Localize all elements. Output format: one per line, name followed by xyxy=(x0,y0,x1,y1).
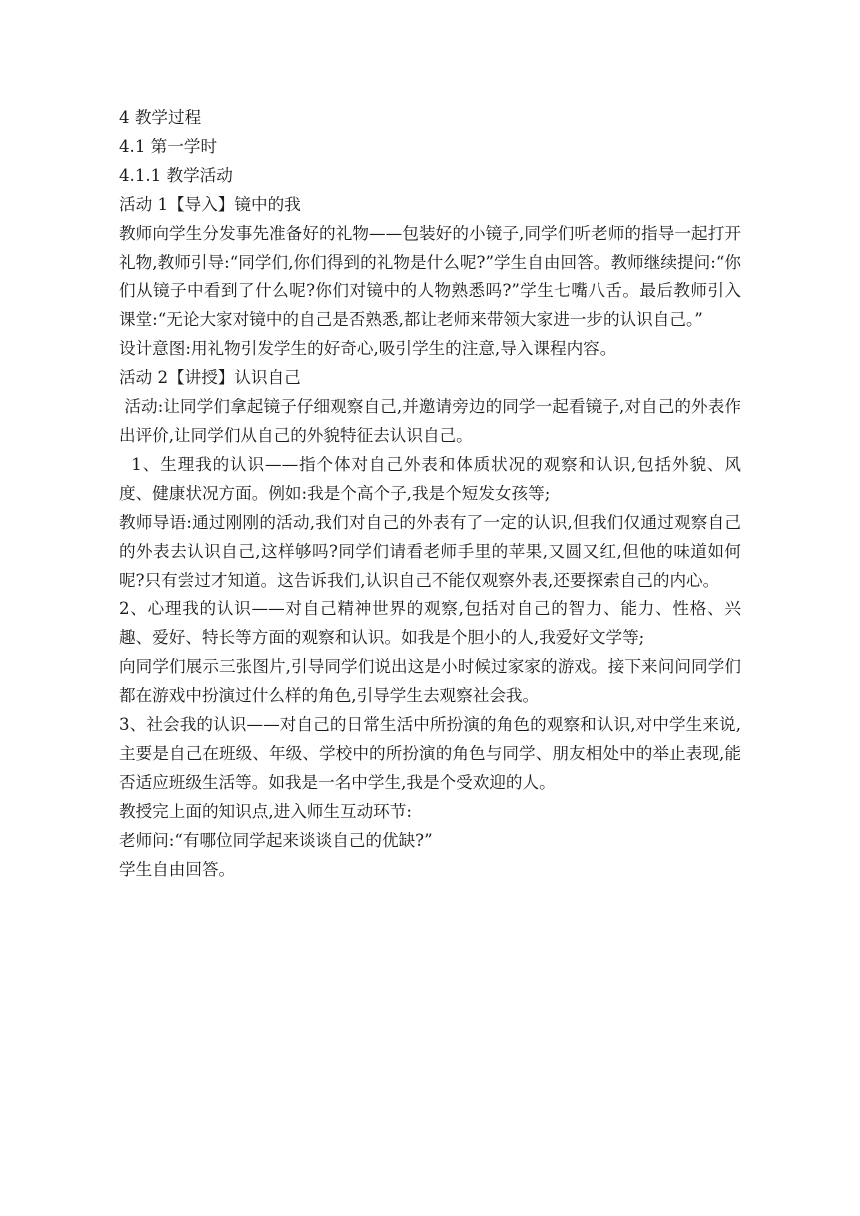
activity-1-design-intent: 设计意图:用礼物引发学生的好奇心,吸引学生的注意,导入课程内容。 xyxy=(119,339,617,359)
activity-1-paragraph: 教师向学生分发事先准备好的礼物——包装好的小镜子,同学们听老师的指导一起打开礼物,教师引导:“同学们,你们得到的礼物是什么呢?”学生自由回答。教师继续提问:“你们从镜子中看到了什么呢?你们对镜中的人物熟悉吗?”学生七嘴八舌。最后教师引入课堂:“无论大家对镜中的自己是否熟悉,都让老师来带领大家进一步的认识自己。” xyxy=(119,223,741,330)
point-3-paragraph: 3、社会我的认识——对自己的日常生活中所扮演的角色的观察和认识,对中学生来说,主要是自己在班级、年级、学校中的所扮演的角色与同学、朋友相处中的举止表现,能否适应班级生活等。如我是一名中学生,我是个受欢迎的人。 xyxy=(119,715,741,792)
interaction-intro: 教授完上面的知识点,进入师生互动环节: xyxy=(119,801,412,821)
subsubsection-heading: 4.1.1 教学活动 xyxy=(119,165,233,185)
section-heading: 4 教学过程 xyxy=(119,108,202,127)
teacher-guide-paragraph: 教师导语:通过刚刚的活动,我们对自己的外表有了一定的认识,但我们仅通过观察自己的外表去认识自己,这样够吗?同学们请看老师手里的苹果,又圆又红,但他的味道如何呢?只有尝过才知道。这告诉我们,认识自己不能仅观察外表,还要探索自己的内心。 xyxy=(119,512,741,590)
teacher-question: 老师问:“有哪位同学起来谈谈自己的优缺?” xyxy=(119,830,433,850)
activity-2-paragraph: 活动:让同学们拿起镜子仔细观察自己,并邀请旁边的同学一起看镜子,对自己的外表作出评价,让同学们从自己的外貌特征去认识自己。 xyxy=(119,397,741,445)
activity-2-title: 活动 2【讲授】认识自己 xyxy=(119,368,301,388)
point-1-paragraph: 1、生理我的认识——指个体对自己外表和体质状况的观察和认识,包括外貌、风度、健康状况方面。例如:我是个高个子,我是个短发女孩等; xyxy=(119,454,741,503)
subsection-heading: 4.1 第一学时 xyxy=(119,136,218,156)
student-answer: 学生自由回答。 xyxy=(119,859,236,879)
document-body xyxy=(119,104,741,884)
activity-1-title: 活动 1【导入】镜中的我 xyxy=(119,194,301,214)
show-pictures-paragraph: 向同学们展示三张图片,引导同学们说出这是小时候过家家的游戏。接下来问问同学们都在游戏中扮演过什么样的角色,引导学生去观察社会我。 xyxy=(119,657,741,706)
point-2-paragraph: 2、心理我的认识——对自己精神世界的观察,包括对自己的智力、能力、性格、兴趣、爱好、特长等方面的观察和认识。如我是个胆小的人,我爱好文学等; xyxy=(119,599,741,648)
